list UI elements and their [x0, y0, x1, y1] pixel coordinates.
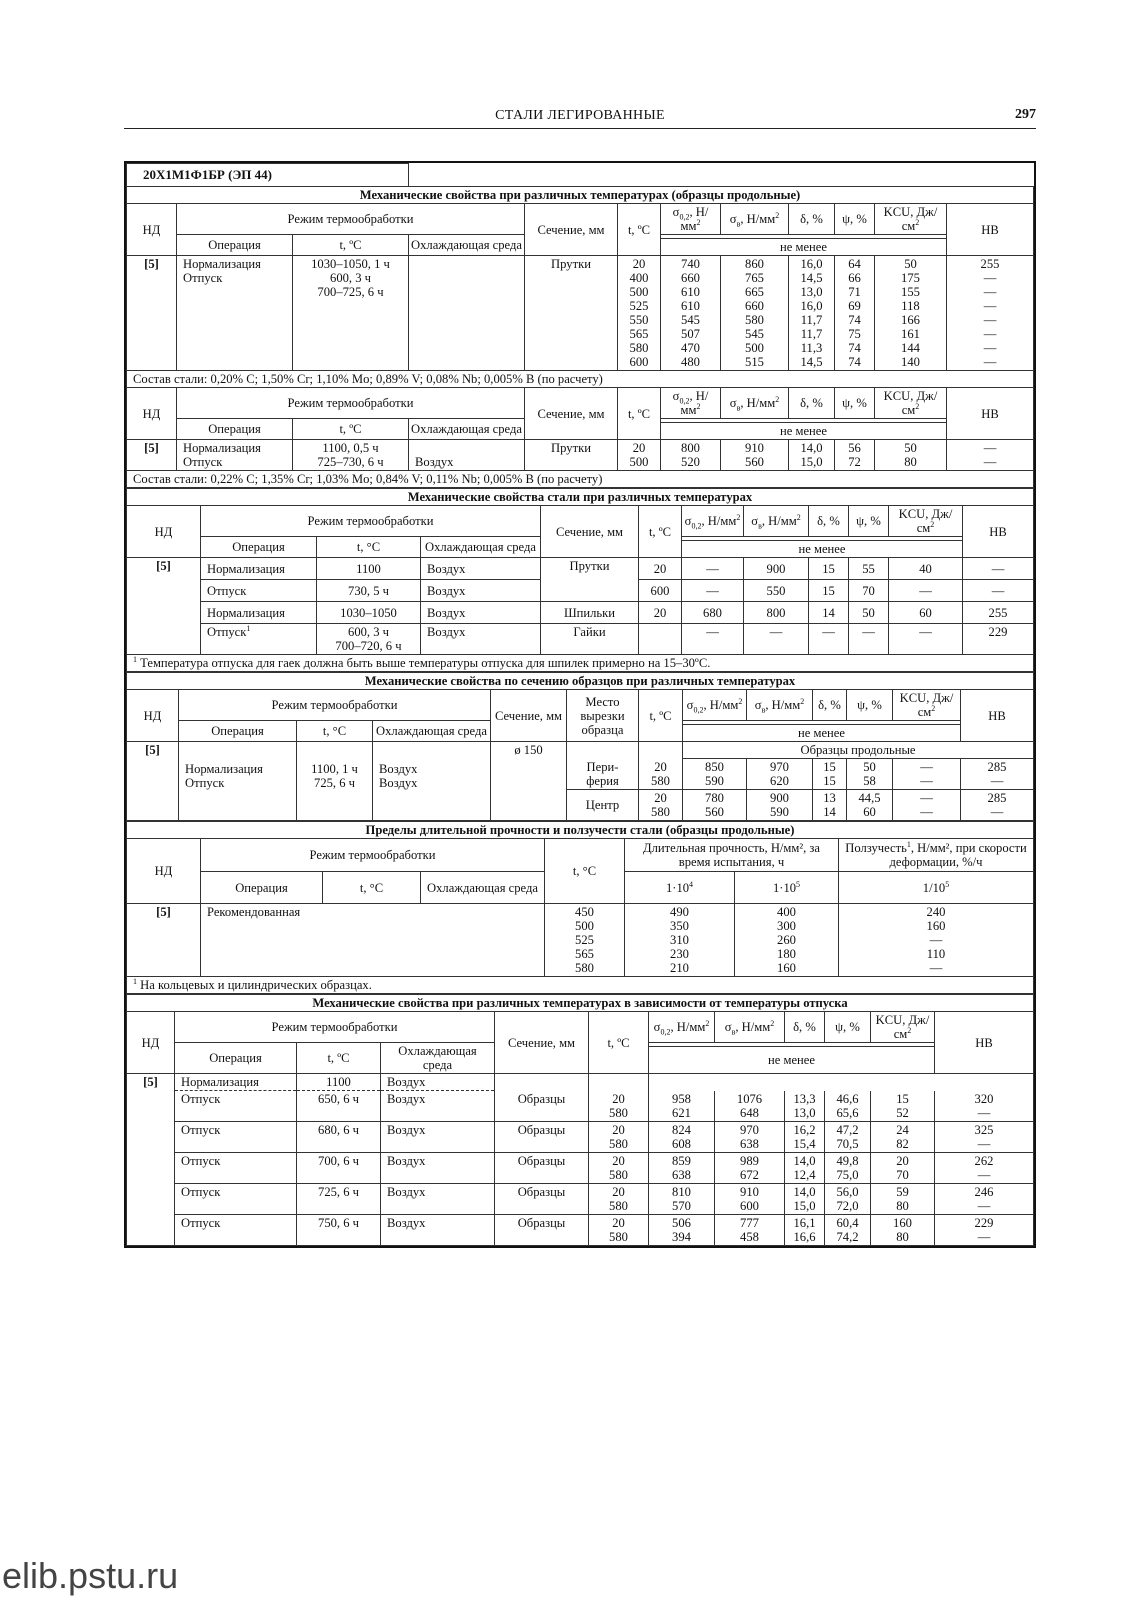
col-section: Сечение, мм [495, 1012, 589, 1074]
col-sv: $\sigma_в$, $Н/мм^2$ [744, 506, 809, 537]
temps: 1030–1050, 1 ч 600, 3 ч 700–725, 6 ч [293, 256, 409, 371]
temps: 1100, 1 ч 725, 6 ч [297, 742, 373, 821]
temp: 725, 6 ч [297, 1183, 381, 1214]
hb: 229 [963, 624, 1034, 655]
col-operation: Операция [177, 235, 293, 256]
hb: 262 — [935, 1152, 1034, 1183]
page-header [124, 106, 1036, 129]
footnote: $^1$ Температура отпуска для гаек должна быть выше температуры отпуска для шпилек примерно на 15–30ºС. [127, 655, 1034, 672]
col-time-1e5: $1\cdot 10^5$ [735, 872, 839, 904]
col-psi: ψ, % [847, 690, 893, 721]
col-s02: $\sigma_{0,2}$, $Н/мм^2$ [649, 1012, 715, 1043]
col-creep: Ползучесть$^1$, Н/мм², при скорости деформации, %/ч [839, 839, 1034, 872]
temp: 730, 5 ч [317, 580, 421, 602]
col-hb: НВ [935, 1012, 1034, 1074]
col-temp: t, ºС [297, 1043, 381, 1074]
section-value: Образцы [495, 1214, 589, 1245]
hb-values: 255 — — — — — — — [947, 256, 1034, 371]
kcu: 24 82 [871, 1121, 935, 1152]
delta: 15 15 [813, 759, 847, 790]
watermark-url: elib.pstu.ru [2, 1555, 179, 1596]
col-sv: $\sigma_в$, $Н/мм^2$ [721, 204, 789, 235]
creep-values: 240 160 — 110 — [839, 904, 1034, 977]
op: Отпуск [175, 1121, 297, 1152]
hb: 285 — [961, 759, 1034, 790]
ops: Нормализация Отпуск [177, 440, 293, 471]
ops: Нормализация Отпуск [179, 742, 297, 821]
temp: 1100 [317, 558, 421, 580]
ref: [5] [127, 558, 201, 655]
col-kcu: KCU, $Дж/см^2$ [893, 690, 961, 721]
table-title: Механические свойства стали при различных температурах [127, 489, 1034, 506]
section-value: Шпильки [541, 602, 639, 624]
col-s02: $\sigma_{0,2}$, $Н/мм^2$ [682, 506, 744, 537]
hb: 325 — [935, 1121, 1034, 1152]
cool: Воздух [421, 558, 541, 580]
delta: — [809, 624, 849, 655]
col-rate: $1/10^5$ [839, 872, 1034, 904]
col-temp: t, ºС [293, 419, 409, 440]
temps: 1100, 0,5 ч 725–730, 6 ч [293, 440, 409, 471]
s02: 780 560 [683, 790, 747, 821]
kcu: 160 80 [871, 1214, 935, 1245]
psi: 44,5 60 [847, 790, 893, 821]
table-props-section [126, 672, 1034, 821]
sv: 970 620 [747, 759, 813, 790]
col-regime: Режим термообработки [177, 388, 525, 419]
t: 20 580 [639, 759, 683, 790]
col-section: Сечение, мм [541, 506, 639, 558]
s02: 810 570 [649, 1183, 715, 1214]
t: 20 580 [639, 790, 683, 821]
hb: — [963, 580, 1034, 602]
ref: [5] [127, 904, 201, 977]
op: Отпуск$^1$ [201, 624, 317, 655]
psi: 70 [849, 580, 889, 602]
col-temp: t, ºС [293, 235, 409, 256]
place-periphery: Пери- ферия [567, 759, 639, 790]
cooling-values: Воздух Воздух [373, 742, 491, 821]
op: Отпуск [175, 1091, 297, 1122]
sv: 910 600 [715, 1183, 785, 1214]
ref: [5] [127, 256, 177, 371]
cool: Воздух [381, 1152, 495, 1183]
delta: 15 [809, 580, 849, 602]
col-nd: НД [127, 839, 201, 904]
page-number: 297 [1015, 107, 1036, 122]
hb: 285 — [961, 790, 1034, 821]
t: 20 [639, 602, 682, 624]
sv: 900 [744, 558, 809, 580]
col-long-strength: Длительная прочность, Н/мм², за время испытания, ч [625, 839, 839, 872]
op: Отпуск [175, 1152, 297, 1183]
s02: 680 [682, 602, 744, 624]
op: Отпуск [175, 1214, 297, 1245]
label-min: не менее [682, 541, 963, 558]
col-psi: ψ, % [825, 1012, 871, 1043]
label-min: не менее [649, 1047, 935, 1074]
strength-1e5: 400 300 260 180 160 [735, 904, 839, 977]
psi-values: 64 66 71 69 74 75 74 74 [835, 256, 875, 371]
col-section: Сечение, мм [525, 388, 618, 440]
kcu: 20 70 [871, 1152, 935, 1183]
table-title: Пределы длительной прочности и ползучести стали (образцы продольные) [127, 822, 1034, 839]
section-value: Образцы [495, 1152, 589, 1183]
ops: Нормализация Отпуск [177, 256, 293, 371]
psi: 49,8 75,0 [825, 1152, 871, 1183]
col-kcu: KCU, $Дж/см^2$ [889, 506, 963, 537]
delta: 13,3 13,0 [785, 1091, 825, 1122]
col-regime: Режим термообработки [201, 506, 541, 537]
sv-values: 910 560 [721, 440, 789, 471]
cool: Воздух [421, 602, 541, 624]
table-title: Механические свойства при различных температурах (образцы продольные) [127, 187, 1034, 204]
col-ttest: t, °С [545, 839, 625, 904]
section-value: Прутки [525, 256, 618, 371]
kcu: 59 80 [871, 1183, 935, 1214]
table-title: Механические свойства при различных температурах в зависимости от температуры отпуска [127, 995, 1034, 1012]
col-hb: НВ [947, 204, 1034, 256]
sv: 800 [744, 602, 809, 624]
s02: — [682, 580, 744, 602]
section-value: Образцы [495, 1183, 589, 1214]
delta: 14,0 15,0 [785, 1183, 825, 1214]
place-center: Центр [567, 790, 639, 821]
t-values: 450 500 525 565 580 [545, 904, 625, 977]
properties-sheet [124, 161, 1036, 1248]
op-normalization: Нормализация [175, 1074, 297, 1091]
col-delta: δ, % [789, 388, 835, 419]
kcu: — [889, 624, 963, 655]
strength-1e4: 490 350 310 230 210 [625, 904, 735, 977]
s02-values: 740 660 610 610 545 507 470 480 [661, 256, 721, 371]
col-cooling: Охлаждающая среда [373, 721, 491, 742]
col-cooling: Охлаждающая среда [381, 1043, 495, 1074]
kcu: — [889, 580, 963, 602]
col-operation: Операция [175, 1043, 297, 1074]
col-ttest: t, ºС [618, 204, 661, 256]
table-creep [126, 821, 1034, 994]
s02: 958 621 [649, 1091, 715, 1122]
hb-values: — — [947, 440, 1034, 471]
section-value: Гайки [541, 624, 639, 655]
hb: 246 — [935, 1183, 1034, 1214]
running-title: СТАЛИ ЛЕГИРОВАННЫЕ [495, 108, 665, 123]
hb: 320 — [935, 1091, 1034, 1122]
kcu: 60 [889, 602, 963, 624]
table-props-steel [126, 488, 1034, 672]
psi: 50 58 [847, 759, 893, 790]
col-regime: Режим термообработки [201, 839, 545, 872]
delta: 16,1 16,6 [785, 1214, 825, 1245]
col-s02: $\sigma_{0,2}$, $Н/мм^2$ [683, 690, 747, 721]
t: 20 580 [589, 1183, 649, 1214]
op: Рекомендованная [201, 904, 323, 977]
temp: 600, 3 ч 700–720, 6 ч [317, 624, 421, 655]
op: Отпуск [201, 580, 317, 602]
section-value: Прутки [541, 558, 639, 602]
t: 20 580 [589, 1121, 649, 1152]
col-temp: t, °С [323, 872, 421, 904]
temp: 700, 6 ч [297, 1152, 381, 1183]
cool: Воздух [381, 1091, 495, 1122]
composition: Состав стали: 0,22% С; 1,35% Cr; 1,03% Mo; 0,84% V; 0,11% Nb; 0,005% В (по расчету) [127, 471, 1034, 488]
col-regime: Режим термообработки [175, 1012, 495, 1043]
kcu-values: 50 80 [875, 440, 947, 471]
cooling-values: Воздух [409, 440, 525, 471]
hb: 255 [963, 602, 1034, 624]
col-regime: Режим термообработки [177, 204, 525, 235]
col-cooling: Охлаждающая среда [409, 419, 525, 440]
delta: 13 14 [813, 790, 847, 821]
col-s02: $\sigma_{0,2}$, $Н/мм^2$ [661, 204, 721, 235]
col-delta: δ, % [809, 506, 849, 537]
col-time-1e4: $1\cdot 10^4$ [625, 872, 735, 904]
t: 20 580 [589, 1214, 649, 1245]
col-hb: НВ [961, 690, 1034, 742]
kcu: 40 [889, 558, 963, 580]
col-nd: НД [127, 204, 177, 256]
col-nd: НД [127, 690, 179, 742]
col-sv: $\sigma_в$, $Н/мм^2$ [715, 1012, 785, 1043]
cool: Воздух [421, 580, 541, 602]
delta: 16,2 15,4 [785, 1121, 825, 1152]
col-nd: НД [127, 506, 201, 558]
sv: 970 638 [715, 1121, 785, 1152]
cool: Воздух [381, 1183, 495, 1214]
col-s02: $\sigma_{0,2}$, $Н/мм^2$ [661, 388, 721, 419]
kcu: — — [893, 759, 961, 790]
col-sv: $\sigma_в$, $Н/мм^2$ [747, 690, 813, 721]
label-min: не менее [683, 725, 961, 742]
section-value: Образцы [495, 1091, 589, 1122]
col-operation: Операция [177, 419, 293, 440]
psi: 60,4 74,2 [825, 1214, 871, 1245]
psi-values: 56 72 [835, 440, 875, 471]
col-psi: ψ, % [835, 388, 875, 419]
col-cooling: Охлаждающая среда [421, 537, 541, 558]
s02: 850 590 [683, 759, 747, 790]
delta: 14,0 12,4 [785, 1152, 825, 1183]
col-ttest: t, ºС [639, 690, 683, 742]
delta-values: 16,0 14,5 13,0 16,0 11,7 11,7 11,3 14,5 [789, 256, 835, 371]
op: Нормализация [201, 558, 317, 580]
ref: [5] [127, 1074, 175, 1246]
col-regime: Режим термообработки [179, 690, 491, 721]
cool: Воздух [381, 1121, 495, 1152]
composition: Состав стали: 0,20% С; 1,50% Cr; 1,10% Mo; 0,89% V; 0,08% Nb; 0,005% В (по расчету) [127, 371, 1034, 388]
table-props-tempering [126, 994, 1034, 1246]
sv: 550 [744, 580, 809, 602]
op: Нормализация [201, 602, 317, 624]
temp: 1030–1050 [317, 602, 421, 624]
temp: 650, 6 ч [297, 1091, 381, 1122]
col-psi: ψ, % [835, 204, 875, 235]
col-hb: НВ [947, 388, 1034, 440]
col-nd: НД [127, 388, 177, 440]
sv-values: 860 765 665 660 580 545 500 515 [721, 256, 789, 371]
col-sv: $\sigma_в$, $Н/мм^2$ [721, 388, 789, 419]
kcu: — — [893, 790, 961, 821]
col-temp: t, °С [317, 537, 421, 558]
col-kcu: KCU, $Дж/см^2$ [871, 1012, 935, 1043]
sv: 777 458 [715, 1214, 785, 1245]
col-psi: ψ, % [849, 506, 889, 537]
footnote: $^1$ На кольцевых и цилиндрических образцах. [127, 977, 1034, 994]
psi: 46,6 65,6 [825, 1091, 871, 1122]
temp: 750, 6 ч [297, 1214, 381, 1245]
op: Отпуск [175, 1183, 297, 1214]
psi: 56,0 72,0 [825, 1183, 871, 1214]
t-values: 20 500 [618, 440, 661, 471]
kcu-values: 50 175 155 118 166 161 144 140 [875, 256, 947, 371]
psi: 55 [849, 558, 889, 580]
t [639, 624, 682, 655]
col-operation: Операция [201, 872, 323, 904]
sv: 1076 648 [715, 1091, 785, 1122]
col-delta: δ, % [785, 1012, 825, 1043]
section-value: Прутки [525, 440, 618, 471]
s02: — [682, 558, 744, 580]
col-kcu: KCU, $Дж/см^2$ [875, 388, 947, 419]
col-cooling: Охлаждающая среда [409, 235, 525, 256]
cool-normalization: Воздух [381, 1074, 495, 1091]
cool: Воздух [421, 624, 541, 655]
kcu: 15 52 [871, 1091, 935, 1122]
col-nd: НД [127, 1012, 175, 1074]
col-cooling: Охлаждающая среда [421, 872, 545, 904]
col-section: Сечение, мм [491, 690, 567, 742]
table-props-temperature [126, 163, 1034, 488]
psi: — [849, 624, 889, 655]
t-values: 20 400 500 525 550 565 580 600 [618, 256, 661, 371]
sv: — [744, 624, 809, 655]
col-operation: Операция [179, 721, 297, 742]
delta: 15 [809, 558, 849, 580]
label-longitudinal: Образцы продольные [683, 742, 1034, 759]
s02: 506 394 [649, 1214, 715, 1245]
section-value: ø 150 [491, 742, 567, 821]
col-ttest: t, ºС [639, 506, 682, 558]
cool: Воздух [381, 1214, 495, 1245]
s02: — [682, 624, 744, 655]
s02: 824 608 [649, 1121, 715, 1152]
t: 20 580 [589, 1152, 649, 1183]
ref: [5] [127, 742, 179, 821]
col-ttest: t, ºС [618, 388, 661, 440]
delta-values: 14,0 15,0 [789, 440, 835, 471]
section-value: Образцы [495, 1121, 589, 1152]
sv: 989 672 [715, 1152, 785, 1183]
t: 600 [639, 580, 682, 602]
t: 20 [639, 558, 682, 580]
col-operation: Операция [201, 537, 317, 558]
s02: 859 638 [649, 1152, 715, 1183]
temp-normalization: 1100 [297, 1074, 381, 1091]
psi: 50 [849, 602, 889, 624]
table-title: Механические свойства по сечению образцов при различных температурах [127, 673, 1034, 690]
hb: 229 — [935, 1214, 1034, 1245]
ref: [5] [127, 440, 177, 471]
col-hb: НВ [963, 506, 1034, 558]
col-ttest: t, ºС [589, 1012, 649, 1074]
col-kcu: KCU, $Дж/см^2$ [875, 204, 947, 235]
col-section: Сечение, мм [525, 204, 618, 256]
col-place: Место вырезки образца [567, 690, 639, 742]
steel-grade: 20Х1М1Ф1БР (ЭП 44) [127, 164, 409, 187]
s02-values: 800 520 [661, 440, 721, 471]
sv: 900 590 [747, 790, 813, 821]
t: 20 580 [589, 1091, 649, 1122]
psi: 47,2 70,5 [825, 1121, 871, 1152]
temp: 680, 6 ч [297, 1121, 381, 1152]
col-temp: t, °С [297, 721, 373, 742]
col-delta: δ, % [789, 204, 835, 235]
label-min: не менее [661, 423, 947, 440]
label-min: не менее [661, 239, 947, 256]
delta: 14 [809, 602, 849, 624]
col-delta: δ, % [813, 690, 847, 721]
hb: — [963, 558, 1034, 580]
